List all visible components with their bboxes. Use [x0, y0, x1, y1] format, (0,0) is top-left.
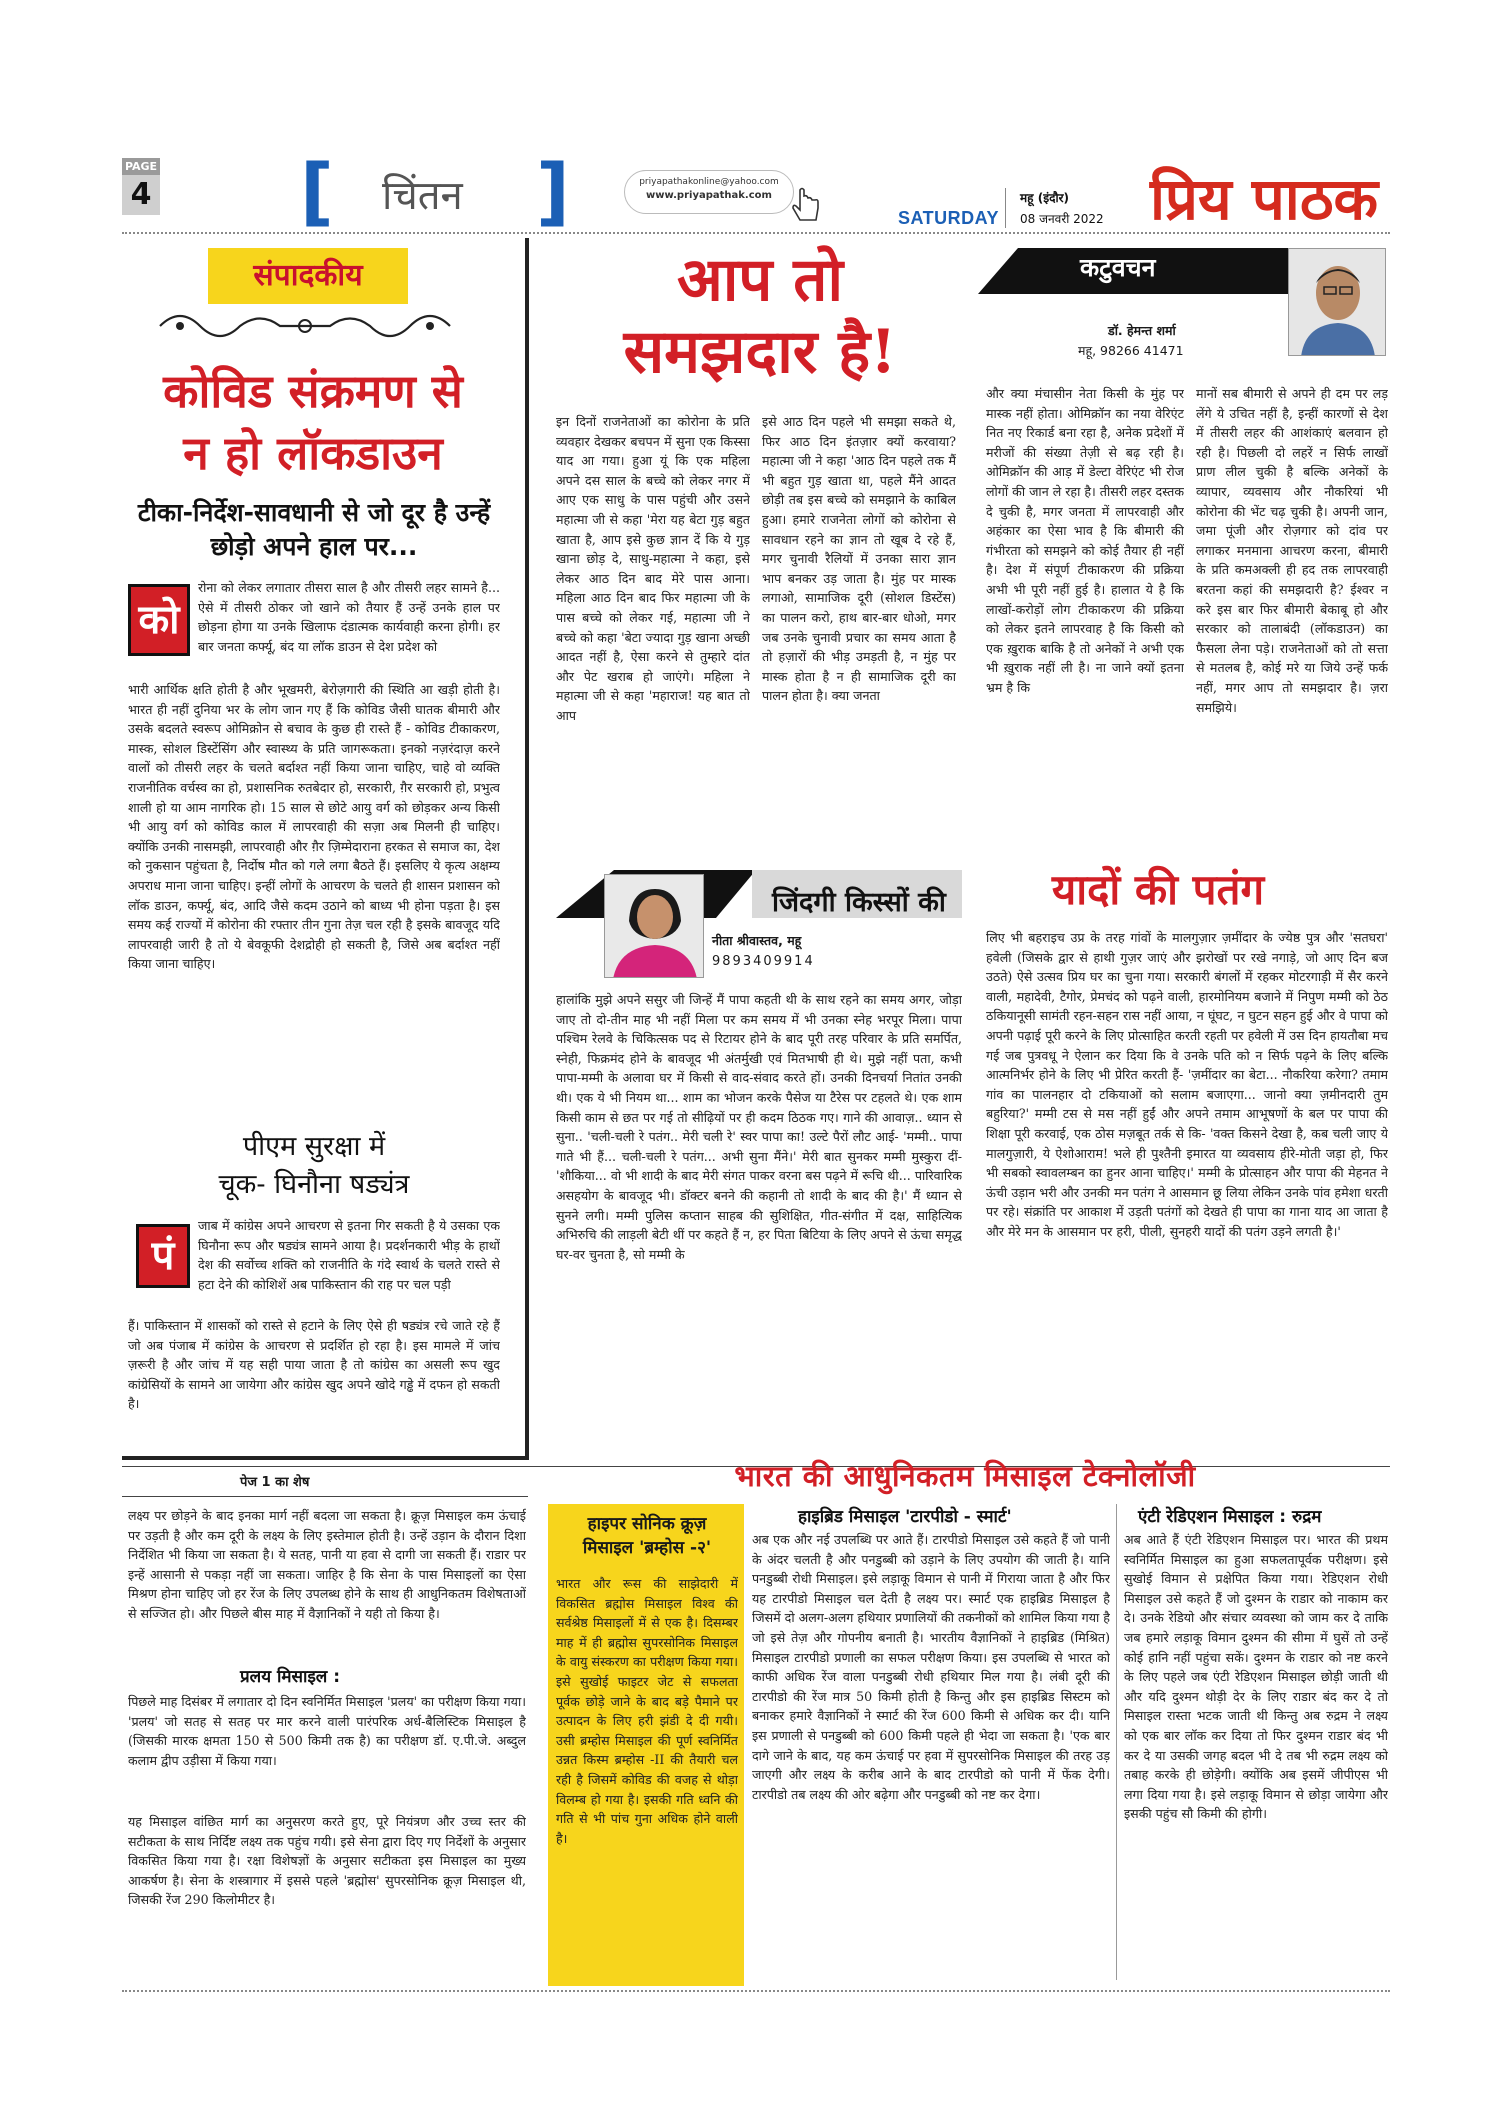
brahmos-heading: हाइपर सोनिक क्रूज़ मिसाइल 'ब्रम्होस -२' — [582, 1514, 712, 1558]
right-bracket: ] — [536, 149, 570, 235]
kutuvachan-phone: महू, 98266 41471 — [1078, 343, 1184, 358]
pm-dropcap: पं — [136, 1224, 190, 1288]
masthead-rule — [122, 232, 1390, 234]
ornament-divider-icon — [150, 306, 460, 346]
editorial-label: संपादकीय — [208, 248, 408, 304]
section-title: चिंतन — [382, 173, 463, 219]
kutuvachan-author: डॉ. हेमन्त शर्मा — [1108, 323, 1176, 338]
missile-section-title: भारत की आधुनिकतम मिसाइल टेक्नोलॉजी — [734, 1459, 1196, 1493]
brahmos-body: भारत और रूस की साझेदारी में विकसित ब्रह्मोस मिसाइल विश्व की सर्वश्रेष्ठ मिसाइलों में से एक है। दिसम्बर माह में ही ब्रह्मोस सुपरसोनिक मिसाइल के वायु संस्करण का परीक्षण किया गया। इसे सुखोई फाइटर जेट से सफलता पूर्वक छोड़े जाने के बाद बड़े पैमाने पर उत्पादन के लिए हरी झंडी दे दी गयी। उसी ब्रम्होस मिसाइल की पूर्ण स्वनिर्मित उन्नत किस्म ब्रम्होस -II की तैयारी चल रही है जिसमें कोविड की वजह से थोड़ा विलम्ब हो गया है। इसकी गति ध्वनि की गति से भी पांच गुना अधिक होने वाली है। — [556, 1576, 738, 1846]
editorial-title: कोविड संक्रमण से न हो लॉकडाउन — [163, 364, 463, 480]
editorial-intro: रोना को लेकर लगातार तीसरा साल है और तीसरी लहर सामने है... ऐसे में तीसरी ठोकर जो खाने को तैयार हैं उन्हें उनके हाल पर छोड़ना होगा या उनके खिलाफ दंडात्मक कार्यवाही करना होगी। हर बार जनता कर्फ्यू, बंद या लॉक डाउन से देश प्रदेश को — [198, 580, 500, 654]
editorial-subtitle: टीका-निर्देश-सावधानी से जो दूर है उन्हें छोड़ो अपने हाल पर... — [137, 498, 491, 561]
page1-shesh-rule — [122, 1496, 528, 1497]
editorial-body: भारी आर्थिक क्षति होती है और भूखमरी, बेरोज़गारी की स्थिति आ खड़ी होती है। भारत ही नहीं दुनिया भर के लोग जान गए हैं कि कोविड जैसी घातक बीमारी और उसके बदलते स्वरूप ओमिक्रोन से बचाव के कुछ ही रास्ते हैं - कोविड टीकाकरण, मास्क, सोशल डिस्टेंसिंग और स्वास्थ्य के प्रति जागरूकता। इनको नज़रंदाज़ करने वालों को तीसरी लहर के चलते बर्दाश्त नहीं किया जाना चाहिए, चाहे वो व्यक्ति राजनीतिक वर्चस्व का हो, प्रशासनिक रुतबेदार हो, सरकारी, ग़ैर सरकारी हो, प्रभुत्व शाली हो या आम नागरिक हो। 15 साल से छोटे आयु वर्ग को छोड़कर अन्य किसी भी आयु वर्ग को कोविड काल में लापरवाही की सज़ा अब मिलनी ही चाहिए। क्योंकि उनकी नासमझी, लापरवाही और ग़ैर ज़िम्मेदाराना हरकत से समाज का, देश को नुकसान पहुंचता है, निर्दोष मौत को गले लगा बैठते हैं। इसलिए ये कृत्य अक्षम्य अपराध माना जाना चाहिए। इन्हीं लोगों के आचरण के चलते ही शासन प्रशासन को लॉक डाउन, कर्फ्यू, बंद, आदि जैसे कदम उठाने को बाध्य भी होना पड़ता है। इस समय कई राज्यों में कोरोना की रफ्तार तीन गुना तेज़ चल रही है इसके बावजूद यदि लापरवाही जारी है तो ये बेवकूफी देशद्रोही हो सकती है, जिसे अब बर्दाश्त नहीं किया जाना चाहिए। — [128, 682, 500, 972]
editorial-border-bottom — [122, 1456, 529, 1460]
page1-shesh-para3: यह मिसाइल वांछित मार्ग का अनुसरण करते हुए, पूरे नियंत्रण और उच्च स्तर की सटीकता के साथ निर्दिष्ट लक्ष्य तक पहुंच गयी। इसे सेना द्वारा दिए गए निर्देशों के अनुसार विकसित किया गया है। रक्षा विशेषज्ञों के अनुसार सटीकता इस मिसाइल का मुख्य आकर्षण है। सेना के शस्त्रागार में इससे पहले 'ब्रह्मोस' सुपरसोनिक क्रूज़ मिसाइल थी, जिसकी रेंज 290 किलोमीटर है। — [128, 1814, 526, 1908]
main-article-col1: इन दिनों राजनेताओं का कोरोना के प्रति व्यवहार देखकर बचपन में सुना एक किस्सा याद आ गया। हुआ यूं कि एक महिला अपने दस साल के बच्चे को लेकर नगर में आए एक साधु के पास पहुंची और उसने महात्मा जी से कहा 'मेरा यह बेटा गुड़ बहुत खाता है, आप इसे कुछ ज्ञान दें कि ये गुड़ खाना छोड़ दे, साधु-महात्मा ने कहा, इसे लेकर आठ दिन बाद मेरे पास आना। महिला आठ दिन बाद फिर महात्मा जी के पास बच्चे को लेकर गई, महात्मा जी ने बच्चे को कहा 'बेटा ज्यादा गुड़ खाना अच्छी आदत नहीं है, ऐसा करने से तुम्हारे दांत और पेट खराब हो जाएंगे। महिला ने महात्मा जी से कहा 'महाराज! यह बात तो आप — [556, 414, 750, 723]
torpedo-heading: हाइब्रिड मिसाइल 'टारपीडो - स्मार्ट' — [798, 1507, 1012, 1527]
kutuvachan-col1: और क्या मंचासीन नेता किसी के मुंह पर मास्क नहीं होता। ओमिक्रॉन का नया वेरिएंट नित नए रिकार्ड बना रहा है, अनेक प्रदेशों में मरीजों की संख्या तेज़ी से बढ़ रही है। ओमिक्रॉन की आड़ में डेल्टा वेरिएंट भी रोज लोगों की जान ले रहा है। तीसरी लहर दस्तक दे चुकी है, मगर जनता में लापरवाही और अहंकार का ऐसा भाव है कि बीमारी की गंभीरता को समझने को कोई तैयार ही नहीं है। देश में संपूर्ण टीकाकरण की प्रक्रिया अभी भी पूरी नहीं हुई है। हालात ये है कि लाखों-करोड़ों लोग टीकाकरण की प्रक्रिया को लेकर इतने लापरवाह है कि किसी को एक ख़ुराक बाकि है तो अनेकों ने अभी एक भी ख़ुराक नहीं ली है। ना जाने क्यों इतना भ्रम है कि — [986, 386, 1184, 695]
page1-shesh-para1: लक्ष्य पर छोड़ने के बाद इनका मार्ग नहीं बदला जा सकता है। क्रूज़ मिसाइल कम ऊंचाई पर उड़ती है और कम दूरी के लक्ष्य के लिए इस्तेमाल होती है। उन्हें उड़ान के दौरान दिशा निर्देशित भी किया जा सकता है। ये सतह, पानी या हवा से दागी जा सकती हैं। राडार पर इन्हें आसानी से पकड़ा नहीं जा सकता। जाहिर है कि सेना के पास मिसाइलों का ऐसा मिश्रण होना चाहिए जो हर रेंज के लिए उपलब्ध होने के साथ ही आधुनिकतम विशेषताओं से सज्जित हो। और पिछले बीस माह में वैज्ञानिकों ने यही तो किया है। — [128, 1508, 526, 1621]
email-link[interactable]: priyapathakonline@yahoo.com — [639, 177, 779, 187]
footer-rule — [122, 1990, 1390, 1992]
yaadon-title: यादों की पतंग — [1051, 865, 1265, 914]
left-bracket: [ — [300, 149, 334, 235]
zindagi-label: जिंदगी किस्सों की — [772, 887, 946, 918]
page-number: 4 — [122, 175, 160, 215]
editorial-border-right — [525, 238, 529, 1458]
pm-body: हैं। पाकिस्तान में शासकों को रास्ते से हटाने के लिए ऐसे ही षड्यंत्र रचे जाते रहे हैं जो अब पंजाब में कांग्रेस के आचरण से प्रदर्शित हो रहा है। इस मामले में जांच ज़रूरी है और जांच में यह सही पाया जाता है तो कांग्रेस का असली रूप खुद कांग्रेसियों के सामने आ जायेगा और कांग्रेस खुद अपने खोदे गड्ढे में दफन हो सकती है। — [128, 1318, 500, 1412]
website-link[interactable]: www.priyapathak.com — [646, 190, 772, 201]
newspaper-logo: प्रिय पाठक — [1150, 165, 1379, 233]
kutuvachan-label: कटुवचन — [1080, 253, 1156, 282]
yaadon-body: लिए भी बहराइच उप्र के तरह गांवों के मालगुज़ार ज़मींदार के ज्येष्ठ पुत्र और 'सतघरा' हवेली (जिसके द्वार से हाथी गुज़र जाएं और झरोखों पर रखे नगाड़े, जो आए दिन बज उठते) ऐसे उत्सव प्रिय घर का चुना गया। सरकारी बंगलों में रहकर मोटरगाड़ी में सैर करने वाली, महादेवी, टैगोर, प्रेमचंद को पढ़ने वाली, हारमोनियम बजाने में निपुण मम्मी को ठेठ ठकियानूसी सामंती रहन-सहन रास नहीं आया, न घूंघट, न घुटन सहन हुई और वे पापा को अपनी पढ़ाई पूरी करने के लिए प्रोत्साहित करती रहती पर हवेली में उस दिन हायतौबा मच गई जब पुत्रवधू ने ऐलान कर दिया कि वे उनके पति को न सिर्फ पढ़ने के लिए बल्कि आत्मनिर्भर होने के लिए भी प्रेरित करती हैं- 'ज़मींदार का बेटा... नौकरिया करेगा? तमाम गांव का पालनहार दो टकियाओं को सलाम बजाएगा... जानो क्या ज़मीनदारी तुम बहुरिया?' मम्मी टस से मस नहीं हुईं और अपने तमाम आभूषणों के बल पर पापा की शिक्षा पूरी करवाई, एक ठोस मज़बूत तर्क से कि- 'वक्त किसने देखा है, कब चली जाए ये मालगुज़ारी, ये ऐशोआराम! भले ही पुश्तैनी इमारत या व्यवसाय हीरे-मोती जड़ा हो, फिर भी सबको स्वावलम्बन का हुनर आना चाहिए।' मम्मी के प्रोत्साहन और पापा की मेहनत ने ऊंची उड़ान भरी और उनकी मन पतंग ने आसमान छू लिया लेकिन उनके पांव हमेशा धरती पर रहे। संक्रांति पर आकाश में उड़ती पतंगों को देखते ही पापा का गाना याद आ जाता है और मेरे मन के आसमान पर हरी, पीली, सुनहरी यादों की पतंग उड़ने लगती है।' — [986, 930, 1388, 1239]
page1-shesh-para2: पिछले माह दिसंबर में लगातार दो दिन स्वनिर्मित मिसाइल 'प्रलय' का परीक्षण किया गया। 'प्रलय' जो सतह से सतह पर मार करने वाली पारंपरिक अर्ध-बैलिस्टिक मिसाइल है (जिसकी मारक क्षमता 150 से 500 किमी तक है) का परीक्षण डॉ. ए.पी.जे. अब्दुल कलाम द्वीप उड़ीसा में किया गया। — [128, 1694, 526, 1768]
torpedo-body: अब एक और नई उपलब्धि पर आते हैं। टारपीडो मिसाइल उसे कहते हैं जो पानी के अंदर चलती है और पनडुब्बी को उड़ाने के लिए उपयोग की जाती है। यानि पनडुब्बी रोधी मिसाइल। इसे लड़ाकू विमान से पानी में गिराया जाता है और फिर यह टारपीडो मिसाइल चल देती है लक्ष्य पर। स्मार्ट एक हाइब्रिड मिसाइल है जिसमें दो अलग-अलग हथियार प्रणालियों की तकनीकों को शामिल किया गया है जो इसे तेज़ और गोपनीय बनाती है। भारतीय वैज्ञानिकों ने हाइब्रिड (मिश्रित) मिसाइल टारपीडो प्रणाली का सफल परीक्षण किया। इस उपलब्धि से भारत को काफी अधिक रेंज वाला पनडुब्बी रोधी हथियार मिल गया है। लंबी दूरी की टारपीडो की रेंज मात्र 50 किमी होती है किन्तु और इस हाइब्रिड सिस्टम को बनाकर हमारे वैज्ञानिकों ने स्मार्ट की रेंज 600 किमी से अधिक कर दी। यानि इस प्रणाली से पनडुब्बी को 600 किमी पहले ही भेदा जा सकता है। 'एक बार दागे जाने के बाद, यह कम ऊंचाई पर हवा में सुपरसोनिक मिसाइल की तरह उड़ जाएगी और लक्ष्य के करीब आने के बाद टारपीडो को पानी में फेंक देगी। टारपीडो तब लक्ष्य की ओर बढ़ेगा और पनडुब्बी को नष्ट कर देगा। — [752, 1532, 1110, 1802]
place-label: महू (इंदौर) — [1020, 191, 1069, 205]
editorial-dropcap: को — [128, 584, 190, 656]
zindagi-phone: 9893409914 — [712, 954, 815, 969]
zindagi-author: नीता श्रीवास्तव, महू — [712, 933, 802, 948]
author-photo — [1288, 248, 1386, 356]
kutuvachan-col2: मानों सब बीमारी से अपने ही दम पर लड़ लेंगे ये उचित नहीं है, इन्हीं कारणों से देश में तीसरी लहर की आशंकाएं बलवान हो रही है। पिछली दो लहरें न सिर्फ लाखों प्राण लील चुकी है बल्कि अनेकों के व्यापार, व्यवसाय और नौकरियां भी कोरोना की भेंट चढ़ चुकी है। अपनी जान, जमा पूंजी और रोज़गार को दांव पर लगाकर मनमाना आचरण करना, बीमारी के प्रति कमअक्ली ही हद तक लापरवाही बरतना कहां की समझदारी है? ईश्वर न करे इस बार फिर बीमारी बेकाबू हो और सरकार को तालाबंदी (लॉकडाउन) का फैसला लेना पड़े। राजनेताओं को तो सत्ता से मतलब है, कोई मरे या जिये उन्हें फर्क नहीं, मगर आप तो समझदार है। ज़रा समझिये। — [1196, 386, 1388, 715]
pralay-heading: प्रलय मिसाइल : — [240, 1667, 341, 1687]
zindagi-author-photo — [604, 874, 704, 978]
contact-box — [624, 170, 794, 214]
main-article-col2: इसे आठ दिन पहले भी समझा सकते थे, फिर आठ दिन इंतज़ार क्यों करवाया? महात्मा जी ने कहा 'आठ दिन पहले तक मैं भी बहुत गुड़ खाता था, पहले मैंने आदत छोड़ी तब इस बच्चे को समझाने के काबिल हुआ। हमारे राजनेता लोगों को कोरोना से सावधान रहने का ज्ञान तो खूब दे रहे हैं, मगर चुनावी रैलियों में उनका सारा ज्ञान भाप बनकर उड़ जाता है। मुंह पर मास्क लगाओ, सामाजिक दूरी (सोशल डिस्टेंस) का पालन करो, हाथ बार-बार धोओ, मगर जब उनके चुनावी प्रचार का समय आता है तो हज़ारों की भीड़ उमड़ती है, न मुंह पर मास्क होता है न ही सामाजिक दूरी का पालन होता है। क्या जनता — [762, 414, 956, 704]
masthead-divider — [1005, 188, 1006, 228]
main-article-title: आप तो समझदार है! — [623, 245, 897, 387]
column-divider — [1116, 1504, 1117, 1980]
pointer-hand-icon — [790, 186, 824, 226]
day-label: SATURDAY — [898, 208, 1000, 228]
rudram-heading: एंटी रेडिएशन मिसाइल : रुद्रम — [1138, 1507, 1322, 1527]
rudram-body: अब आते हैं एंटी रेडिएशन मिसाइल पर। भारत की प्रथम स्वनिर्मित मिसाइल का हुआ सफलतापूर्वक परीक्षण। इसे सुखोई विमान से प्रक्षेपित किया गया। रेडिएशन रोधी मिसाइल उसे कहते हैं जो दुश्मन के राडार को नाकाम कर दे। उनके रेडियो और संचार व्यवस्था को जाम कर दे ताकि जब हमारे लड़ाकू विमान दुश्मन की सीमा में घुसें तो उन्हें कोई हानि नहीं पहुंचा सकें। दुश्मन के राडार को नष्ट करने के लिए पहले जब एंटी रेडिएशन मिसाइल छोड़ी जाती थी और यदि दुश्मन थोड़ी देर के लिए राडार बंद कर दे तो मिसाइल रास्ता भटक जाती थी किन्तु अब रुद्रम ने लक्ष्य को एक बार लॉक कर दिया तो फिर दुश्मन राडार बंद भी कर दे या उसकी जगह बदल भी दे तब भी रुद्रम लक्ष्य को तबाह करके ही छोड़ेगी। क्योंकि अब इसमें जीपीएस भी लगा दिया गया है। इसे लड़ाकू विमान से छोड़ा जायेगा और इसकी पहुंच सौ किमी की होगी। — [1124, 1532, 1388, 1822]
page-label: PAGE — [122, 158, 160, 175]
date-label: 08 जनवरी 2022 — [1020, 212, 1104, 226]
pm-intro: जाब में कांग्रेस अपने आचरण से इतना गिर सकती है ये उसका एक घिनौना रूप और षड्यंत्र सामने आया है। प्रदर्शनकारी भीड़ के हाथों देश की सर्वोच्च शक्ति को राजनीति के गंदे स्वार्थ के चलते रास्ते से हटा देने की कोशिशें अब पाकिस्तान की राह पर चल पड़ी — [198, 1218, 500, 1292]
page1-shesh-label: पेज 1 का शेष — [240, 1475, 310, 1490]
zindagi-body: हालांकि मुझे अपने ससुर जी जिन्हें मैं पापा कहती थी के साथ रहने का समय अगर, जोड़ा जाए तो दो-तीन माह भी नहीं मिला पर कम समय में भी उनका स्नेह भरपूर मिला। पापा पश्चिम रेलवे के चिकित्सक पद से रिटायर होने के बाद पूरी तरह परिवार के प्रति समर्पित, स्नेही, फिक्रमंद होने के बावजूद भी अंतर्मुखी एवं मितभाषी ही थे। मुझे नहीं पता, कभी पापा-मम्मी के अलावा घर में किसी से वाद-संवाद करते हों। उनकी दिनचर्या नितांत उनकी थी। एक ये भी नियम था... शाम का भोजन करके पैसेज या टैरेस पर टहलते थे। एक शाम किसी काम से छत पर गई तो सीढ़ियों पर ही कदम ठिठक गए। गाने की आवाज़.. ध्यान से सुना.. 'चली-चली रे पतंग.. मेरी चली रे' स्वर पापा का! उल्टे पैरों लौट आई- 'मम्मी.. पापा गाते भी हैं... चली-चली रे पतंग... अभी सुना मैंने।' मेरी बात सुनकर मम्मी मुस्कुरा दीं- 'शौकिया... वो भी शादी के बाद मेरी संगत पाकर वरना बस पढ़ने में रूचि थी... पारिवारिक असहयोग के बावजूद भी। डॉक्टर बनने की कहानी तो शादी के बाद की है।' मैं ध्यान से सुनने लगी। मम्मी पुलिस कप्तान साहब की सुशिक्षित, गीत-संगीत में दक्ष, साहित्यिक अभिरुचि की लाड़ली बेटी थीं पर कहते हैं न, हर पिता बिटिया के लिए अपने से ऊंचा समृद्ध घर-वर चुनता है, सो मम्मी के — [556, 992, 962, 1262]
page-number-box — [122, 158, 160, 215]
pm-security-title: पीएम सुरक्षा में चूक- घिनौना षड्यंत्र — [218, 1131, 410, 1200]
